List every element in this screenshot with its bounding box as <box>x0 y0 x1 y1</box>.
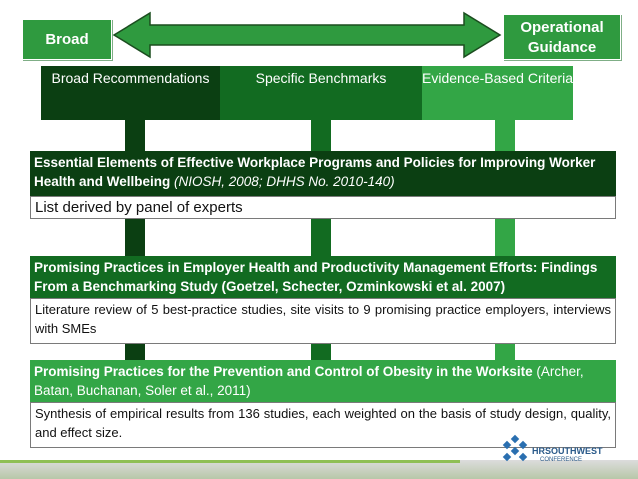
category-specific-benchmarks: Specific Benchmarks <box>220 66 422 120</box>
study-2-title <box>30 256 616 298</box>
study-1-title-text: Essential Elements of Effective Workplace Programs and Policies for Improving Worker Health and Wellbeing <box>34 155 596 189</box>
column-specific-3 <box>311 344 331 360</box>
column-evidence-2 <box>495 219 515 256</box>
column-evidence-1 <box>495 120 515 151</box>
footer-accent-line <box>0 460 460 463</box>
study-1-title <box>30 151 616 196</box>
category-broad-recommendations: Broad Recommendations <box>41 66 220 120</box>
study-1-description: List derived by panel of experts <box>30 196 616 219</box>
column-broad-1 <box>125 120 145 151</box>
study-1-citation: (NIOSH, 2008; DHHS No. 2010-140) <box>174 174 395 189</box>
study-2-citation: (Goetzel, Schecter, Ozminkowski et al. 2007) <box>221 279 506 294</box>
study-3-title <box>30 360 616 402</box>
operational-guidance-label: Operational Guidance <box>503 14 621 60</box>
column-specific-1 <box>311 120 331 151</box>
category-evidence-based-criteria: Evidence-Based Criteria <box>422 66 573 120</box>
broad-label: Broad <box>22 19 112 60</box>
study-2-description: Literature review of 5 best-practice studies, site visits to 9 promising practice employers, interviews with SMEs <box>30 298 616 344</box>
study-3-title-text: Promising Practices for the Prevention and Control of Obesity in the Worksite <box>34 364 537 379</box>
column-evidence-3 <box>495 344 515 360</box>
column-broad-2 <box>125 219 145 256</box>
study-3-citation: (Archer, Batan, Buchanan, Soler et al., 2011) <box>34 364 584 398</box>
logo-subtext: CONFERENCE <box>540 457 583 463</box>
study-3-description: Synthesis of empirical results from 136 studies, each weighted on the basis of study design, quality, and effect size. <box>30 402 616 448</box>
double-arrow-icon <box>112 10 502 60</box>
logo-text: HRSOUTHWEST <box>532 446 603 456</box>
column-broad-3 <box>125 344 145 360</box>
column-specific-2 <box>311 219 331 256</box>
study-2-title-text: Promising Practices in Employer Health and Productivity Management Efforts: Findings From a Benchmarking Study <box>34 260 598 294</box>
